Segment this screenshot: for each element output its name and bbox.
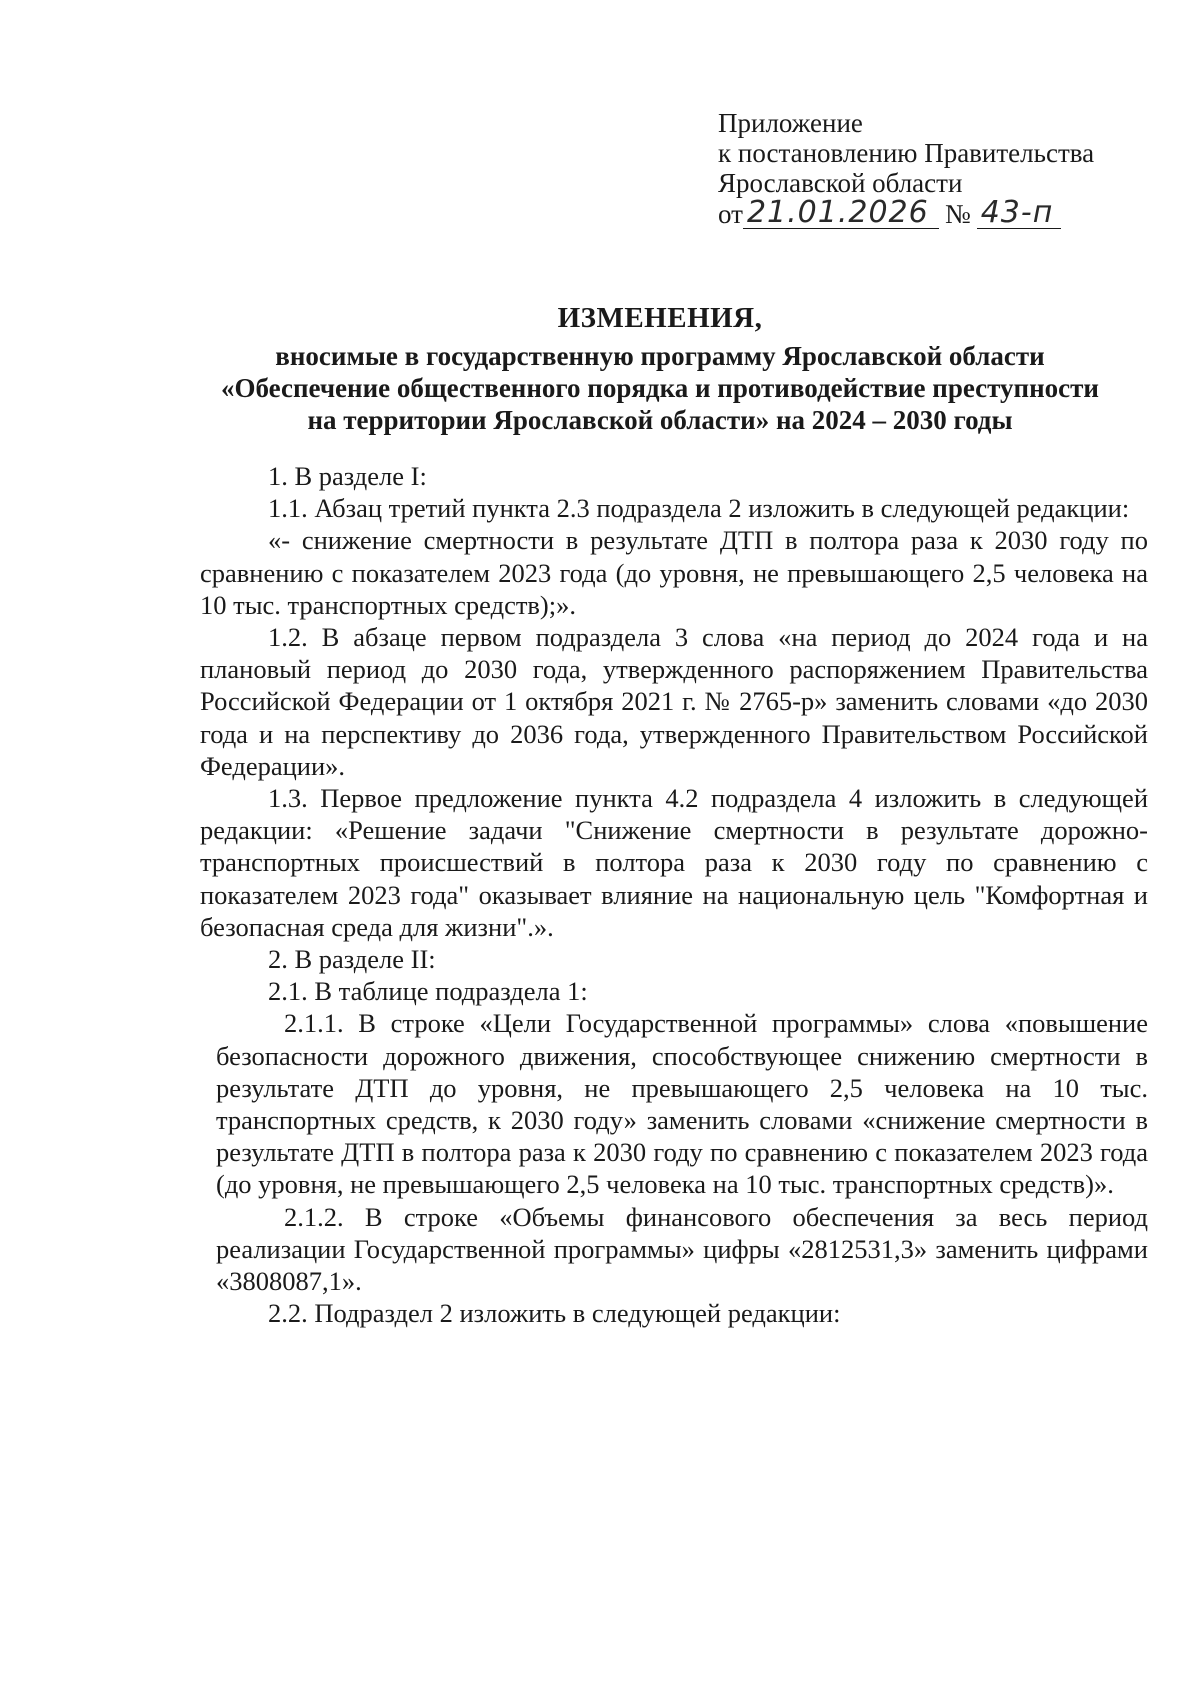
document-body [200,460,1148,1329]
appendix-line-1: Приложение [718,108,863,138]
appendix-header [718,108,1158,229]
title-main: ИЗМЕНЕНИЯ, [557,302,763,334]
handwritten-date: 21.01.2026 [743,198,939,229]
paragraph-2: 2. В разделе II: [268,944,436,975]
title-line-1: вносимые в государственную программу Ярославской области [275,341,1045,371]
resolution-date-number-line [718,195,1158,230]
document-title [180,302,1140,436]
title-line-2: «Обеспечение общественного порядка и противодействие преступности [221,373,1099,403]
paragraph-1-1: 1.1. Абзац третий пункта 2.3 подраздела 2 изложить в следующей редакции: [268,493,1130,524]
paragraph-2-2: 2.2. Подраздел 2 изложить в следующей редакции: [268,1298,841,1329]
paragraph-1-1-quote: «- снижение смертности в результате ДТП в полтора раза к 2030 году по сравнению с показателем 2023 года (до уровня, не превышающего 2,5 человека на 10 тыс. транспортных средств);». [200,525,1148,620]
number-sign: № [944,199,971,229]
paragraph-1: 1. В разделе I: [268,461,427,491]
paragraph-1-3: 1.3. Первое предложение пункта 4.2 подраздела 4 изложить в следующей редакции: «Решение задачи "Снижение смертности в результате дорожно-транспортных происшествий в полтора раза к 2030 году по сравнению с показателем 2023 года" оказывает влияние на национальную цель "Комфортная и безопасная среда для жизни".». [200,783,1148,942]
title-line-3: на территории Ярославской области» на 2024 – 2030 годы [307,405,1013,435]
appendix-line-3: Ярославской области [718,168,963,198]
paragraph-1-2: 1.2. В абзаце первом подраздела 3 слова «на период до 2024 года и на плановый период до 2030 года, утвержденного распоряжением Правительства Российской Федерации от 1 октября 2021 г. № 2765-р» заменить словами «до 2030 года и на перспективу до 2036 года, утвержденного Правительством Российской Федерации». [200,622,1148,781]
handwritten-number: 43-п [977,198,1061,229]
appendix-line-2: к постановлению Правительства [718,138,1095,168]
paragraph-2-1-2: 2.1.2. В строке «Объемы финансового обеспечения за весь период реализации Государственной программы» цифры «2812531,3» заменить цифрами «3808087,1». [216,1201,1148,1297]
paragraph-2-1: 2.1. В таблице подраздела 1: [268,976,588,1007]
from-label: от [718,199,743,229]
paragraph-2-1-1: 2.1.1. В строке «Цели Государственной программы» слова «повышение безопасности дорожного движения, способствующее снижению смертности в результате ДТП до уровня, не превышающего 2,5 человека на 10 тыс. транспортных средств, к 2030 году» заменить словами «снижение смертности в результате ДТП в полтора раза к 2030 году по сравнению с показателем 2023 года (до уровня, не превышающего 2,5 человека на 10 тыс. транспортных средств)». [216,1008,1148,1200]
